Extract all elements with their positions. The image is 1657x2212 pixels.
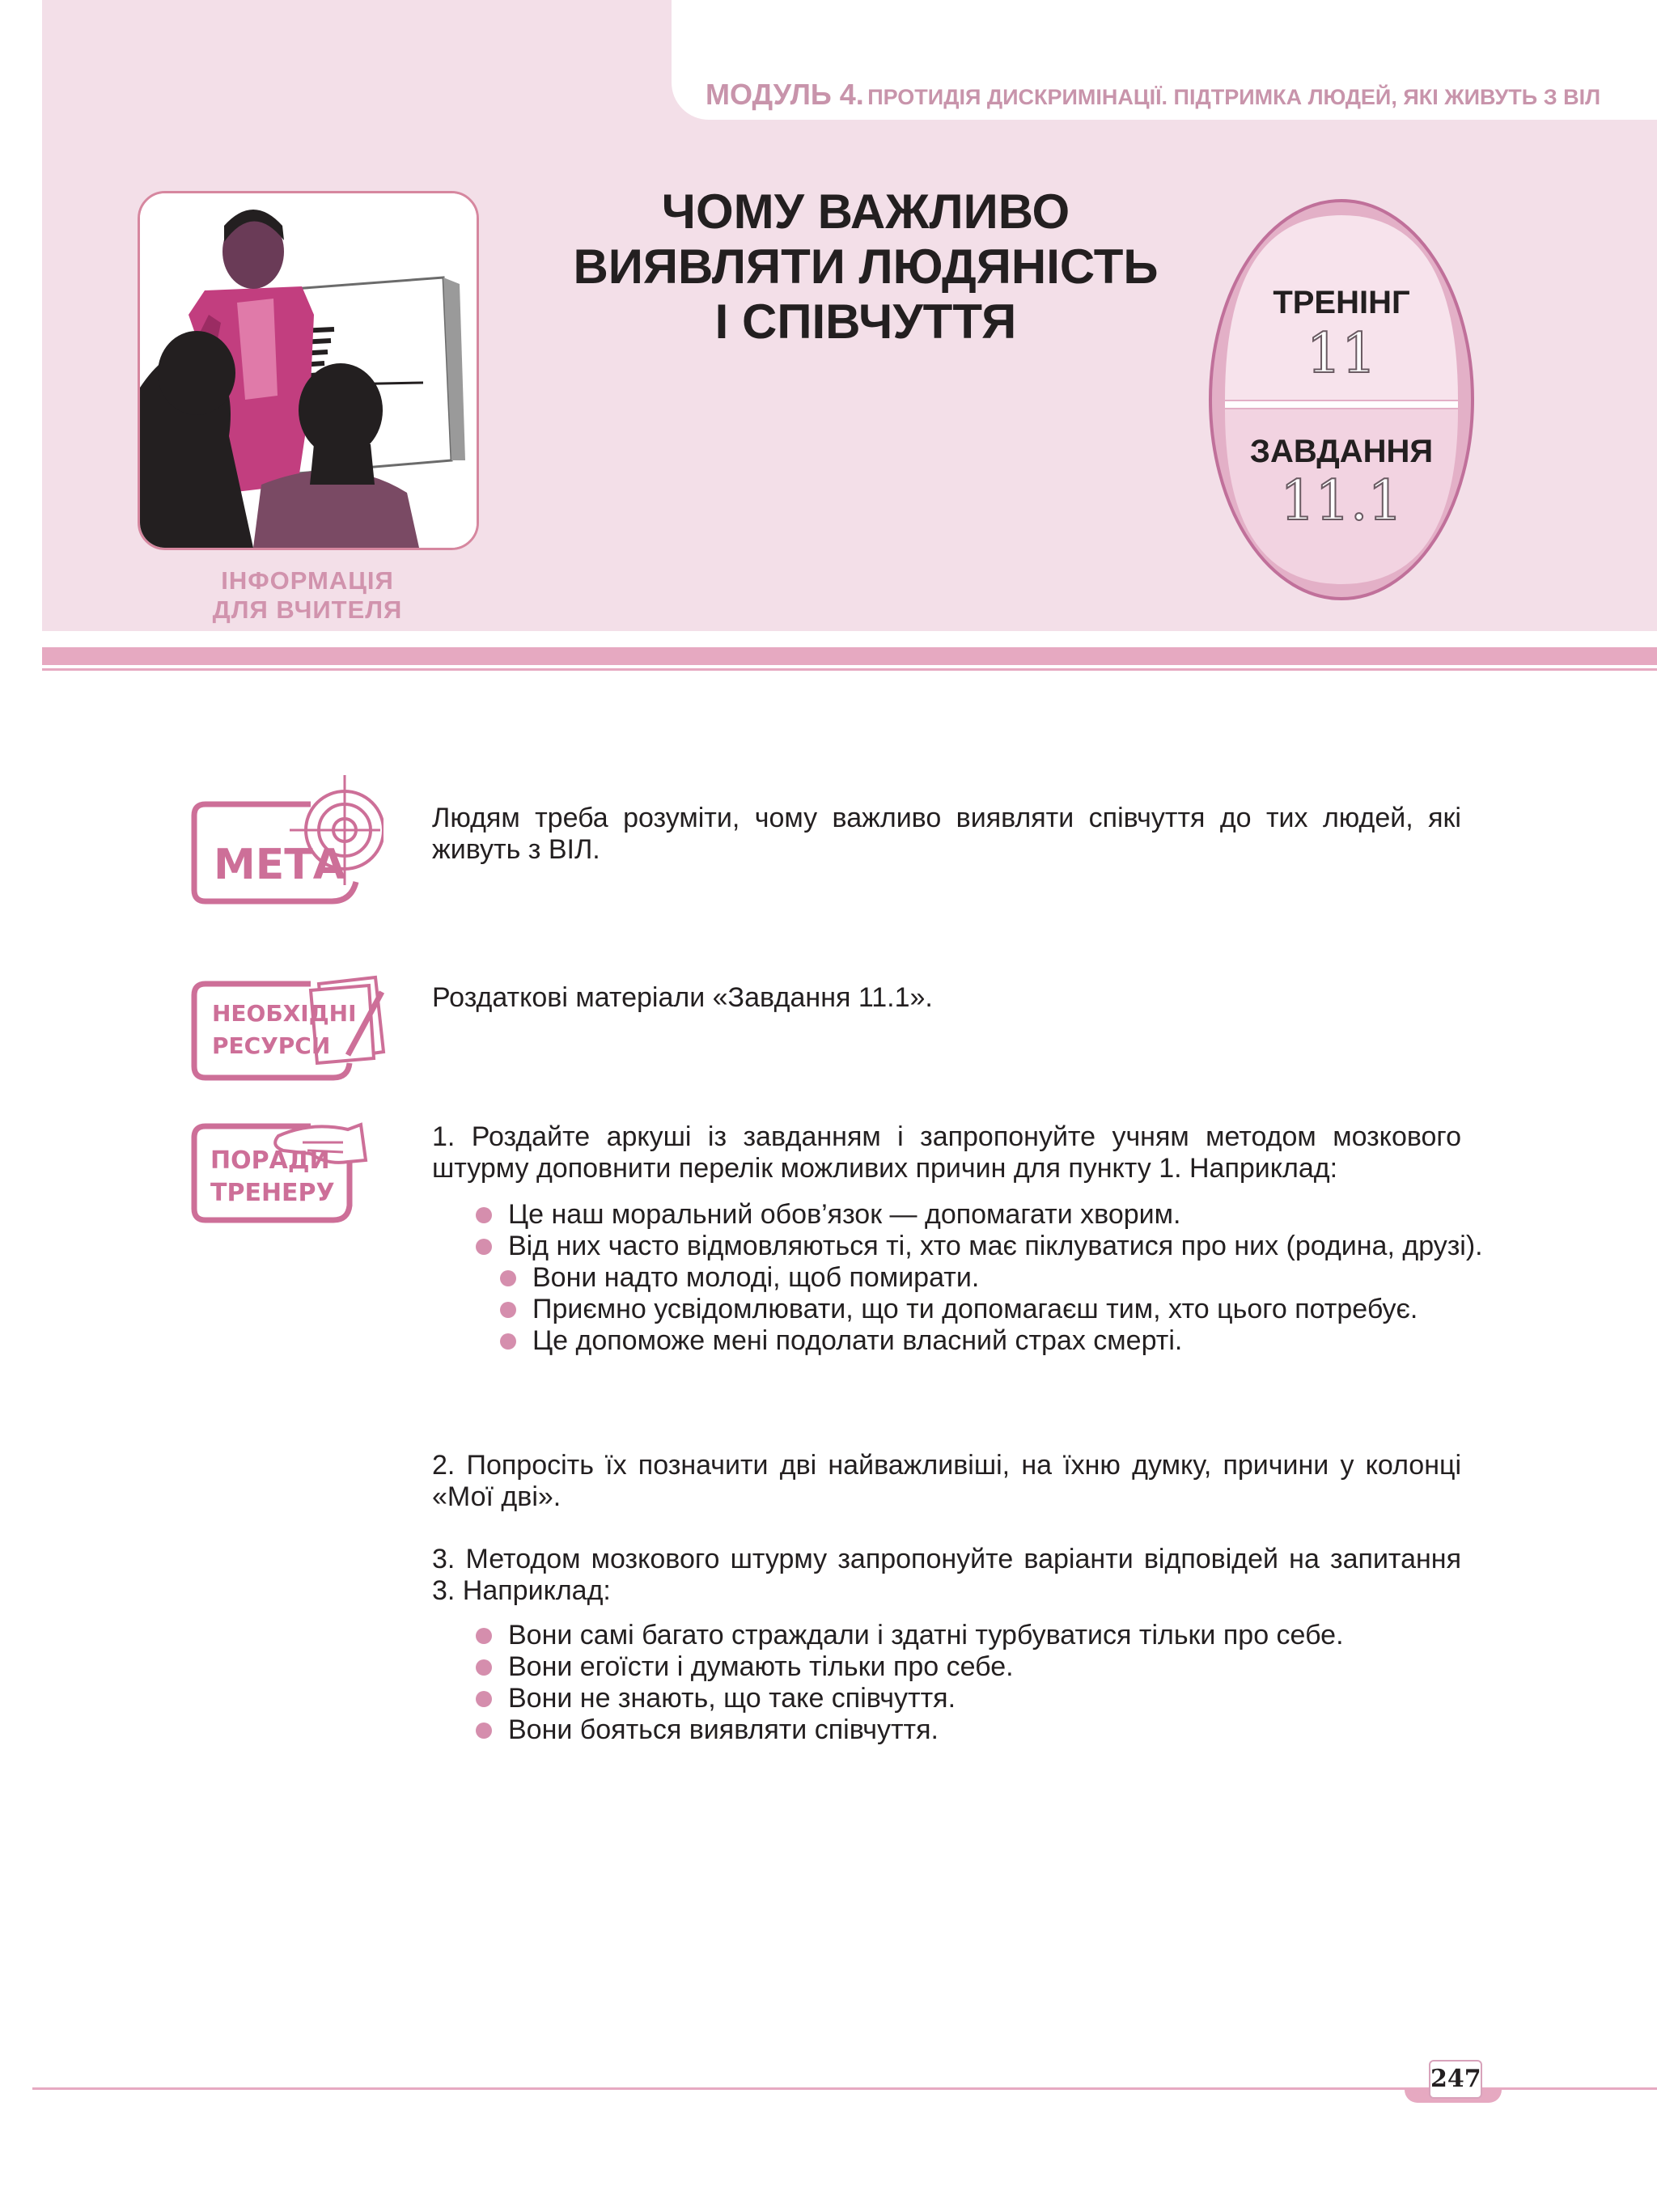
- bullet-icon: [476, 1207, 492, 1223]
- training-oval-badge: [1207, 197, 1476, 602]
- module-prefix: МОДУЛЬ 4.: [706, 78, 864, 111]
- resources-badge: [189, 971, 392, 1084]
- presentation-illustration-icon: [140, 193, 477, 548]
- page-number: 247: [1429, 2060, 1482, 2099]
- list-item: Це допоможе мені подолати власний страх смерті.: [532, 1325, 1495, 1357]
- training-label: ТРЕНІНГ: [1273, 285, 1410, 320]
- bullet-icon: [476, 1723, 492, 1739]
- tips-badge-line2: ТРЕНЕРУ: [210, 1179, 335, 1207]
- header-divider-thin: [42, 668, 1657, 671]
- module-title: ПРОТИДІЯ ДИСКРИМІНАЦІЇ. ПІДТРИМКА ЛЮДЕЙ, ЯКІ ЖИВУТЬ З ВІЛ: [867, 85, 1601, 109]
- list-item: Приємно усвідомлювати, що ти допомагаєш тим, хто цього потребує.: [532, 1294, 1495, 1325]
- bullet-icon: [500, 1302, 516, 1318]
- tips-badge-line1: ПОРАДИ: [210, 1146, 330, 1175]
- tips-badge: [189, 1113, 392, 1227]
- list-item: Від них часто відмовляються ті, хто має піклуватися про них (родина, друзі).: [508, 1231, 1495, 1262]
- goal-text: Людям треба розуміти, чому важливо виявляти співчуття до тих людей, які живуть з ВІЛ.: [432, 803, 1461, 865]
- bullet-icon: [476, 1628, 492, 1644]
- title-line-2: ВИЯВЛЯТИ ЛЮДЯНІСТЬ: [573, 239, 1159, 294]
- title-line-1: ЧОМУ ВАЖЛИВО: [661, 184, 1070, 239]
- training-number: 11: [1306, 322, 1377, 386]
- bullet-icon: [476, 1691, 492, 1707]
- caption-line-2: ДЛЯ ВЧИТЕЛЯ: [212, 595, 403, 624]
- resources-badge-line1: НЕОБХІДНІ: [212, 1000, 357, 1027]
- bullet-icon: [500, 1333, 516, 1350]
- caption-line-1: ІНФОРМАЦІЯ: [221, 566, 394, 595]
- teacher-illustration: [138, 191, 479, 550]
- module-heading: [706, 78, 1612, 112]
- goal-badge: [189, 772, 384, 909]
- list-item: Вони егоїсти і думають тільки про себе.: [508, 1651, 1495, 1683]
- list-item: Вони бояться виявляти співчуття.: [508, 1714, 1495, 1746]
- goal-badge-label: МЕТА: [214, 841, 345, 889]
- list-item: Вони не знають, що таке співчуття.: [508, 1683, 1495, 1714]
- task-label: ЗАВДАННЯ: [1249, 434, 1434, 469]
- step-3-text: 3. Методом мозкового штурму запропонуйте варіанти відповідей на запитання 3. Наприклад:: [432, 1544, 1461, 1606]
- teacher-info-caption: [162, 566, 453, 625]
- task-number: 11.1: [1280, 469, 1403, 533]
- list-item: Вони самі багато страждали і здатні турбуватися тільки про себе.: [508, 1620, 1495, 1651]
- pointing-hand-icon: [189, 1113, 392, 1227]
- bullet-icon: [476, 1239, 492, 1255]
- target-icon: [189, 772, 384, 909]
- resources-badge-line2: РЕСУРСИ: [212, 1032, 331, 1059]
- lesson-title: [518, 184, 1214, 350]
- title-line-3: І СПІВЧУТТЯ: [714, 295, 1017, 349]
- paper-pencil-icon: [189, 971, 392, 1084]
- step-2-text: 2. Попросіть їх позначити дві найважливіші, на їхню думку, причини у колонці «Мої дві».: [432, 1450, 1461, 1512]
- header-divider-thick: [42, 647, 1657, 665]
- reasons-list: [508, 1199, 1495, 1357]
- list-item: Це наш моральний обов’язок — допомагати хворим.: [508, 1199, 1495, 1231]
- step-1-text: 1. Роздайте аркуші із завданням і запропонуйте учням методом мозкового штурму доповнити перелік можливих причин для пункту 1. Наприклад:: [432, 1121, 1461, 1184]
- resources-text: Роздаткові матеріали «Завдання 11.1».: [432, 982, 933, 1013]
- answers-list: [508, 1620, 1495, 1746]
- list-item: Вони надто молоді, щоб помирати.: [532, 1262, 1495, 1294]
- bullet-icon: [476, 1659, 492, 1676]
- bullet-icon: [500, 1270, 516, 1286]
